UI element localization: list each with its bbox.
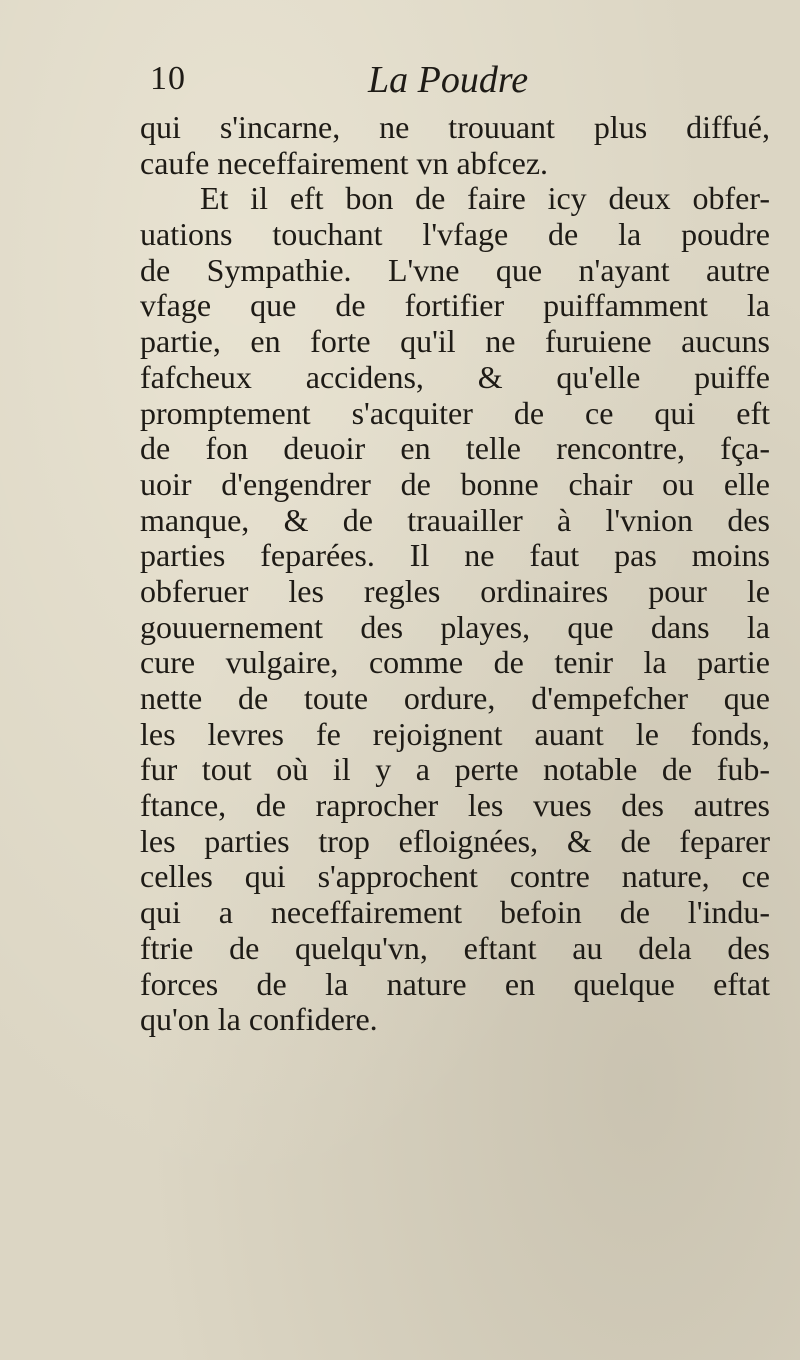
text-line: partie, en forte qu'il ne furuiene aucuns	[140, 323, 770, 360]
text-line: qui a neceffairement befoin de l'indu-	[140, 894, 770, 931]
text-line: obferuer les regles ordinaires pour le	[140, 572, 770, 609]
text-line: nette de toute ordure, d'empefcher que	[140, 680, 770, 716]
text-line: fafcheux accidens, & qu'elle puiffe	[140, 358, 770, 395]
text-line: vfage que de fortifier puiffamment la	[140, 287, 770, 324]
text-line: manque, & de trauailler à l'vnion des	[140, 501, 770, 538]
text-line: ftance, de raprocher les vues des autres	[140, 787, 770, 824]
running-title: La Poudre	[368, 59, 529, 101]
text-line: fur tout où il y a perte notable de fub-	[140, 751, 770, 788]
text-line: qui s'incarne, ne trouuant plus diffué,	[140, 109, 770, 145]
text-line: gouuernement des playes, que dans la	[140, 608, 770, 645]
text-line: promptement s'acquiter de ce qui eft	[140, 394, 770, 431]
text-line: de Sympathie. L'vne que n'ayant autre	[140, 251, 770, 288]
text-line: parties feparées. Il ne faut pas moins	[140, 537, 770, 574]
body-text	[140, 110, 770, 1038]
text-line: les parties trop efloignées, & de feparer	[140, 822, 770, 859]
text-line: uations touchant l'vfage de la poudre	[140, 216, 770, 253]
text-line: celles qui s'approchent contre nature, ce	[140, 858, 770, 895]
text-line: uoir d'engendrer de bonne chair ou elle	[140, 465, 770, 502]
text-line: de fon deuoir en telle rencontre, fça-	[140, 430, 770, 467]
text-line: forces de la nature en quelque eftat	[140, 965, 770, 1002]
text-line: ftrie de quelqu'vn, eftant au dela des	[140, 929, 770, 966]
text-line: Et il eft bon de faire icy deux obfer-	[200, 180, 770, 217]
page-number: 10	[150, 60, 186, 97]
page-header	[140, 58, 660, 106]
text-line: cure vulgaire, comme de tenir la partie	[140, 644, 770, 681]
text-line: qu'on la confidere.	[140, 1001, 378, 1038]
text-line: caufe neceffairement vn abfcez.	[140, 144, 549, 181]
text-line: les levres fe rejoignent auant le fonds,	[140, 715, 770, 752]
